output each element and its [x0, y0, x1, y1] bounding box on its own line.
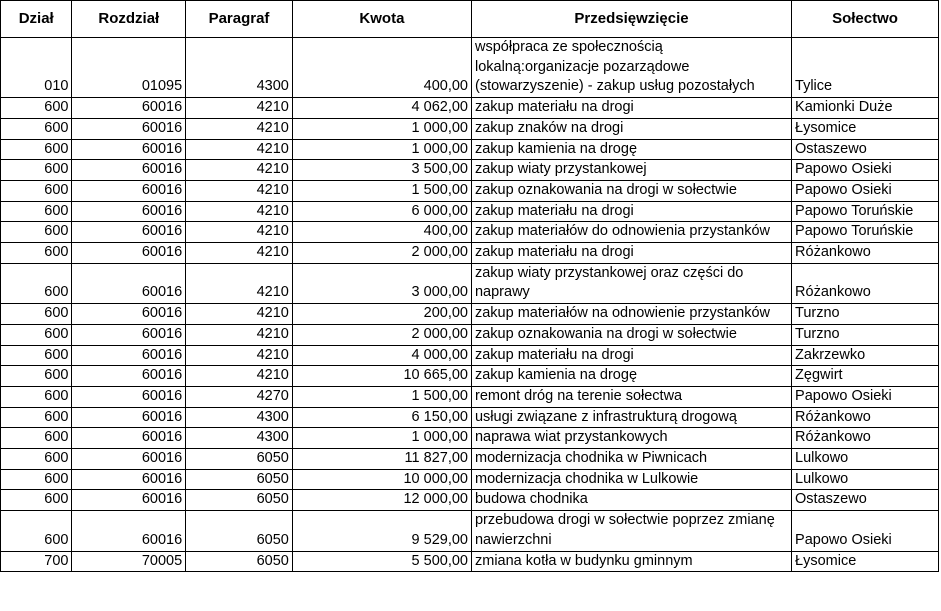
cell-przedsiewziecie: zakup materiału na drogi	[471, 201, 791, 222]
cell-rozdzial: 01095	[72, 38, 186, 98]
cell-przedsiewziecie: współpraca ze społecznością lokalną:organizacje pozarządowe (stowarzyszenie) - zakup usług pozostałych	[471, 38, 791, 98]
cell-solectwo: Turzno	[792, 304, 939, 325]
cell-przedsiewziecie: zakup materiału na drogi	[471, 345, 791, 366]
cell-kwota: 1 500,00	[292, 386, 471, 407]
cell-solectwo: Lulkowo	[792, 449, 939, 470]
header-paragraf: Paragraf	[186, 1, 293, 38]
cell-paragraf: 4210	[186, 180, 293, 201]
cell-kwota: 1 000,00	[292, 428, 471, 449]
header-przedsiewziecie: Przedsięwzięcie	[471, 1, 791, 38]
cell-paragraf: 4210	[186, 201, 293, 222]
cell-paragraf: 4270	[186, 386, 293, 407]
cell-solectwo: Papowo Toruńskie	[792, 201, 939, 222]
cell-przedsiewziecie: modernizacja chodnika w Lulkowie	[471, 469, 791, 490]
cell-dzial: 600	[1, 180, 72, 201]
cell-rozdzial: 60016	[72, 511, 186, 551]
cell-dzial: 600	[1, 201, 72, 222]
cell-dzial: 600	[1, 139, 72, 160]
cell-rozdzial: 70005	[72, 551, 186, 572]
cell-solectwo: Różankowo	[792, 243, 939, 264]
cell-dzial: 600	[1, 449, 72, 470]
table-row	[1, 551, 939, 572]
cell-kwota: 200,00	[292, 304, 471, 325]
cell-kwota: 1 000,00	[292, 139, 471, 160]
cell-przedsiewziecie: zakup wiaty przystankowej	[471, 160, 791, 181]
cell-solectwo: Papowo Osieki	[792, 180, 939, 201]
cell-rozdzial: 60016	[72, 222, 186, 243]
cell-kwota: 2 000,00	[292, 243, 471, 264]
header-rozdzial: Rozdział	[72, 1, 186, 38]
table-row	[1, 98, 939, 119]
cell-rozdzial: 60016	[72, 304, 186, 325]
header-dzial: Dział	[1, 1, 72, 38]
table-row	[1, 469, 939, 490]
header-kwota: Kwota	[292, 1, 471, 38]
cell-kwota: 1 500,00	[292, 180, 471, 201]
cell-dzial: 600	[1, 263, 72, 303]
cell-przedsiewziecie: zakup kamienia na drogę	[471, 366, 791, 387]
cell-paragraf: 4210	[186, 243, 293, 264]
cell-rozdzial: 60016	[72, 263, 186, 303]
cell-paragraf: 4210	[186, 263, 293, 303]
cell-przedsiewziecie: usługi związane z infrastrukturą drogową	[471, 407, 791, 428]
cell-przedsiewziecie: zmiana kotła w budynku gminnym	[471, 551, 791, 572]
cell-solectwo: Papowo Osieki	[792, 511, 939, 551]
cell-rozdzial: 60016	[72, 469, 186, 490]
cell-rozdzial: 60016	[72, 160, 186, 181]
table-row	[1, 428, 939, 449]
cell-rozdzial: 60016	[72, 324, 186, 345]
cell-solectwo: Różankowo	[792, 407, 939, 428]
cell-przedsiewziecie: zakup materiału na drogi	[471, 243, 791, 264]
cell-solectwo: Papowo Osieki	[792, 386, 939, 407]
cell-paragraf: 4210	[186, 222, 293, 243]
header-row	[1, 1, 939, 38]
cell-paragraf: 6050	[186, 449, 293, 470]
cell-paragraf: 4210	[186, 304, 293, 325]
table-row	[1, 118, 939, 139]
cell-paragraf: 4300	[186, 407, 293, 428]
cell-rozdzial: 60016	[72, 201, 186, 222]
cell-paragraf: 4210	[186, 366, 293, 387]
cell-paragraf: 6050	[186, 511, 293, 551]
cell-solectwo: Tylice	[792, 38, 939, 98]
cell-paragraf: 6050	[186, 490, 293, 511]
cell-paragraf: 4300	[186, 428, 293, 449]
cell-dzial: 600	[1, 469, 72, 490]
cell-solectwo: Zakrzewko	[792, 345, 939, 366]
cell-kwota: 9 529,00	[292, 511, 471, 551]
cell-przedsiewziecie: budowa chodnika	[471, 490, 791, 511]
cell-paragraf: 4210	[186, 160, 293, 181]
cell-kwota: 12 000,00	[292, 490, 471, 511]
cell-przedsiewziecie: remont dróg na terenie sołectwa	[471, 386, 791, 407]
cell-przedsiewziecie: zakup znaków na drogi	[471, 118, 791, 139]
cell-dzial: 600	[1, 324, 72, 345]
table-row	[1, 511, 939, 551]
cell-dzial: 600	[1, 386, 72, 407]
cell-kwota: 1 000,00	[292, 118, 471, 139]
cell-kwota: 6 000,00	[292, 201, 471, 222]
cell-rozdzial: 60016	[72, 139, 186, 160]
cell-przedsiewziecie: modernizacja chodnika w Piwnicach	[471, 449, 791, 470]
cell-dzial: 600	[1, 407, 72, 428]
table-row	[1, 243, 939, 264]
cell-przedsiewziecie: zakup kamienia na drogę	[471, 139, 791, 160]
table-row	[1, 222, 939, 243]
cell-dzial: 600	[1, 304, 72, 325]
table-row	[1, 139, 939, 160]
cell-dzial: 010	[1, 38, 72, 98]
cell-przedsiewziecie: zakup materiałów do odnowienia przystanków	[471, 222, 791, 243]
cell-rozdzial: 60016	[72, 386, 186, 407]
cell-kwota: 11 827,00	[292, 449, 471, 470]
cell-przedsiewziecie: zakup materiału na drogi	[471, 98, 791, 119]
cell-solectwo: Ostaszewo	[792, 139, 939, 160]
cell-dzial: 600	[1, 511, 72, 551]
cell-paragraf: 6050	[186, 469, 293, 490]
table-row	[1, 304, 939, 325]
table-row	[1, 160, 939, 181]
table-row	[1, 407, 939, 428]
cell-solectwo: Ostaszewo	[792, 490, 939, 511]
table-row	[1, 366, 939, 387]
cell-solectwo: Łysomice	[792, 551, 939, 572]
cell-paragraf: 4210	[186, 139, 293, 160]
cell-przedsiewziecie: naprawa wiat przystankowych	[471, 428, 791, 449]
cell-solectwo: Łysomice	[792, 118, 939, 139]
cell-paragraf: 4210	[186, 324, 293, 345]
table-row	[1, 386, 939, 407]
cell-dzial: 600	[1, 345, 72, 366]
cell-dzial: 600	[1, 98, 72, 119]
cell-dzial: 600	[1, 428, 72, 449]
cell-rozdzial: 60016	[72, 407, 186, 428]
header-solectwo: Sołectwo	[792, 1, 939, 38]
table-row	[1, 449, 939, 470]
cell-kwota: 400,00	[292, 38, 471, 98]
cell-solectwo: Różankowo	[792, 263, 939, 303]
cell-kwota: 6 150,00	[292, 407, 471, 428]
table-row	[1, 263, 939, 303]
cell-przedsiewziecie: zakup oznakowania na drogi w sołectwie	[471, 180, 791, 201]
cell-kwota: 4 000,00	[292, 345, 471, 366]
cell-solectwo: Lulkowo	[792, 469, 939, 490]
cell-solectwo: Turzno	[792, 324, 939, 345]
cell-dzial: 600	[1, 118, 72, 139]
cell-kwota: 3 500,00	[292, 160, 471, 181]
table-body	[1, 38, 939, 572]
cell-rozdzial: 60016	[72, 345, 186, 366]
cell-dzial: 600	[1, 243, 72, 264]
cell-rozdzial: 60016	[72, 98, 186, 119]
cell-dzial: 700	[1, 551, 72, 572]
cell-kwota: 10 000,00	[292, 469, 471, 490]
cell-solectwo: Papowo Osieki	[792, 160, 939, 181]
cell-rozdzial: 60016	[72, 490, 186, 511]
cell-rozdzial: 60016	[72, 243, 186, 264]
cell-solectwo: Kamionki Duże	[792, 98, 939, 119]
cell-rozdzial: 60016	[72, 118, 186, 139]
cell-dzial: 600	[1, 160, 72, 181]
cell-paragraf: 4210	[186, 118, 293, 139]
table-row	[1, 490, 939, 511]
table-row	[1, 180, 939, 201]
cell-kwota: 4 062,00	[292, 98, 471, 119]
cell-kwota: 10 665,00	[292, 366, 471, 387]
cell-dzial: 600	[1, 490, 72, 511]
table-row	[1, 38, 939, 98]
cell-dzial: 600	[1, 366, 72, 387]
cell-kwota: 3 000,00	[292, 263, 471, 303]
cell-przedsiewziecie: zakup oznakowania na drogi w sołectwie	[471, 324, 791, 345]
cell-rozdzial: 60016	[72, 428, 186, 449]
cell-paragraf: 4210	[186, 345, 293, 366]
cell-kwota: 2 000,00	[292, 324, 471, 345]
cell-paragraf: 6050	[186, 551, 293, 572]
cell-paragraf: 4210	[186, 98, 293, 119]
cell-dzial: 600	[1, 222, 72, 243]
cell-paragraf: 4300	[186, 38, 293, 98]
cell-przedsiewziecie: zakup materiałów na odnowienie przystanków	[471, 304, 791, 325]
cell-rozdzial: 60016	[72, 449, 186, 470]
cell-kwota: 400,00	[292, 222, 471, 243]
cell-solectwo: Papowo Toruńskie	[792, 222, 939, 243]
cell-rozdzial: 60016	[72, 366, 186, 387]
cell-przedsiewziecie: zakup wiaty przystankowej oraz części do naprawy	[471, 263, 791, 303]
table-row	[1, 201, 939, 222]
cell-przedsiewziecie: przebudowa drogi w sołectwie poprzez zmianę nawierzchni	[471, 511, 791, 551]
cell-kwota: 5 500,00	[292, 551, 471, 572]
cell-rozdzial: 60016	[72, 180, 186, 201]
cell-solectwo: Różankowo	[792, 428, 939, 449]
cell-solectwo: Zęgwirt	[792, 366, 939, 387]
table-row	[1, 345, 939, 366]
table-row	[1, 324, 939, 345]
